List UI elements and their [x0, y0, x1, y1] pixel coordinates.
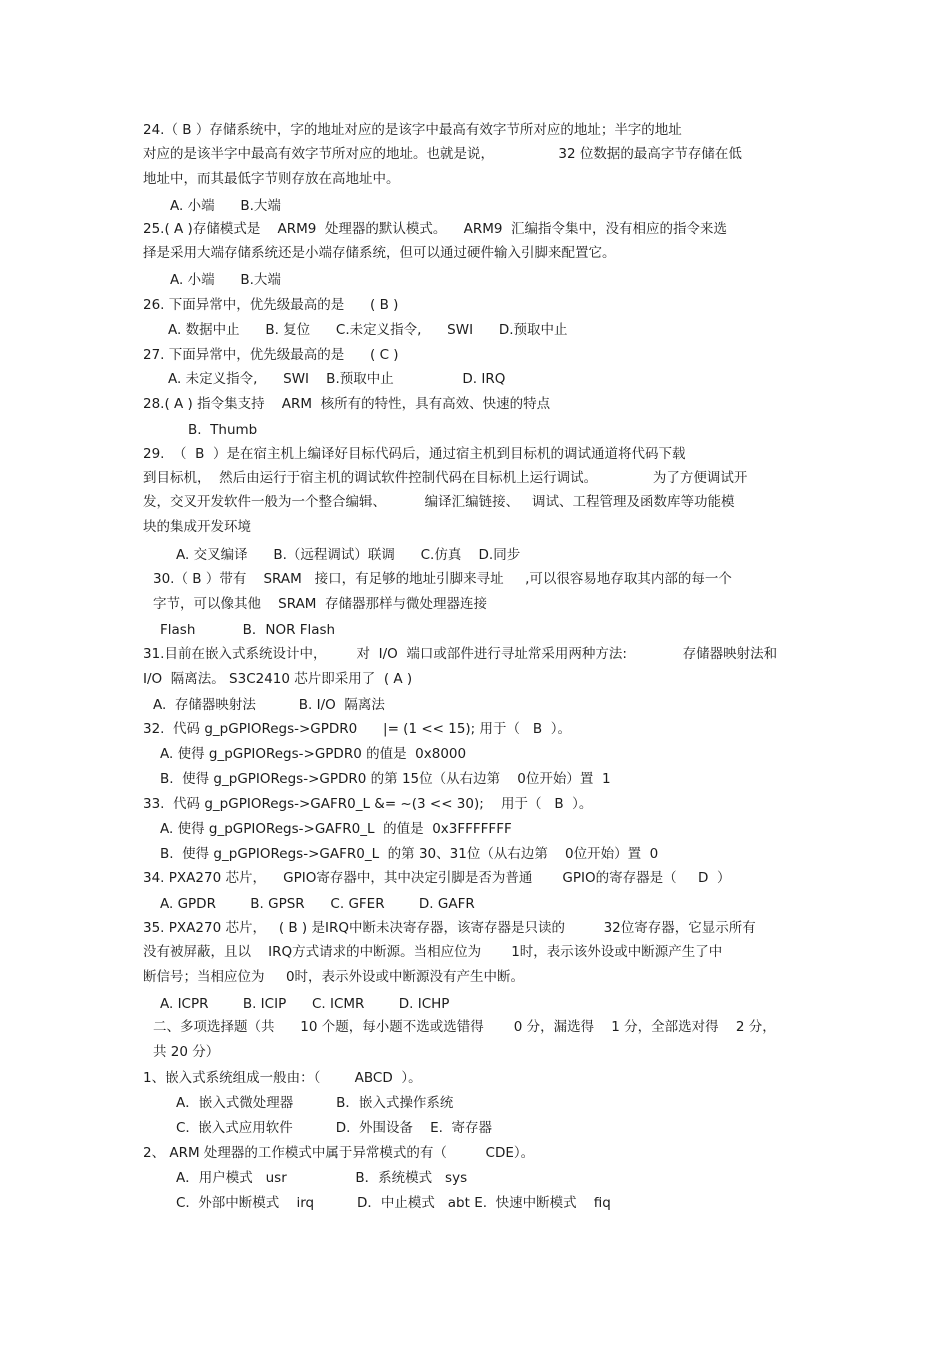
- q35-line-3: 断信号；当相应位为 0时，表示外设或中断源没有产生中断。: [143, 969, 525, 985]
- q27-options: A. 未定义指令, SWI B.预取中止 D. IRQ: [168, 371, 506, 387]
- q29-line-2: 到目标机， 然后由运行于宿主机的调试软件控制代码在目标机上运行调试。 为了方便调试开: [143, 470, 748, 486]
- q29-line-4: 块的集成开发环境: [143, 519, 251, 535]
- section-2-heading: 二、多项选择题（共 10 个题，每小题不选或选错得 0 分，漏选得 1 分，全部选对得 2 分，: [153, 1019, 776, 1035]
- q31-options: A. 存储器映射法 B. I/O 隔离法: [153, 697, 385, 713]
- mq2-options-ab: A．用户模式 usr B．系统模式 sys: [176, 1170, 468, 1186]
- q30-line-2: 字节，可以像其他 SRAM 存储器那样与微处理器连接: [153, 596, 488, 612]
- q24-line-1: 24.（ B ）存储系统中，字的地址对应的是该字中最高有效字节所对应的地址；半字的地址: [143, 122, 682, 138]
- q29-line-3: 发，交叉开发软件一般为一个整合编辑、 编译汇编链接、 调试、工程管理及函数库等功能模: [143, 494, 735, 510]
- q34-question: 34. PXA270 芯片， GPIO寄存器中，其中决定引脚是否为普通 GPIO的寄存器是（ D ）: [143, 870, 731, 886]
- q26-options: A. 数据中止 B. 复位 C.未定义指令, SWI D.预取中止: [168, 322, 568, 338]
- q28-question: 28.( A ) 指令集支持 ARM 核所有的特性，具有高效、快速的特点: [143, 396, 551, 412]
- q35-line-1: 35. PXA270 芯片， ( B ) 是IRQ中断未决寄存器，该寄存器是只读的 32位寄存器，它显示所有: [143, 920, 756, 936]
- q33-question: 33. 代码 g_pGPIORegs->GAFR0_L &= ~(3 << 30); 用于（ B ）。: [143, 796, 593, 812]
- q31-line-2: I/O 隔离法。 S3C2410 芯片即采用了 ( A ): [143, 671, 413, 687]
- section-2-heading-cont: 共 20 分）: [153, 1044, 220, 1060]
- q24-line-3: 地址中，而其最低字节则存放在高地址中。: [143, 171, 400, 187]
- q26-question: 26. 下面异常中，优先级最高的是 ( B ): [143, 297, 399, 313]
- q32-question: 32. 代码 g_pGPIORegs->GPDR0 |= (1 << 15); 用于（ B ）。: [143, 721, 571, 737]
- q35-line-2: 没有被屏蔽，且以 IRQ方式请求的中断源。当相应位为 1时，表示该外设或中断源产生了中: [143, 944, 723, 960]
- q28-option: B. Thumb: [188, 422, 258, 438]
- q25-options: A. 小端 B.大端: [170, 272, 281, 288]
- q33-option-b: B. 使得 g_pGPIORegs->GAFR0_L 的第 30、31位（从右边第 0位开始）置 0: [160, 846, 659, 862]
- q29-line-1: 29. （ B ）是在宿主机上编译好目标代码后，通过宿主机到目标机的调试通道将代码下载: [143, 446, 686, 462]
- q34-options: A. GPDR B. GPSR C. GFER D. GAFR: [160, 896, 475, 912]
- mq1-options-ab: A．嵌入式微处理器 B．嵌入式操作系统: [176, 1095, 454, 1111]
- q32-option-b: B. 使得 g_pGPIORegs->GPDR0 的第 15位（从右边第 0位开始）置 1: [160, 771, 611, 787]
- q27-question: 27. 下面异常中，优先级最高的是 ( C ): [143, 347, 399, 363]
- q30-options: Flash B．NOR Flash: [160, 622, 336, 638]
- mq1-question: 1、嵌入式系统组成一般由：（ ABCD ）。: [143, 1070, 422, 1086]
- mq2-question: 2、 ARM 处理器的工作模式中属于异常模式的有（ CDE）。: [143, 1145, 535, 1161]
- q32-option-a: A. 使得 g_pGPIORegs->GPDR0 的值是 0x8000: [160, 746, 467, 762]
- q33-option-a: A. 使得 g_pGPIORegs->GAFR0_L 的值是 0x3FFFFFFF: [160, 821, 512, 837]
- mq1-options-cde: C. 嵌入式应用软件 D. 外围设备 E. 寄存器: [176, 1120, 493, 1136]
- q24-options: A. 小端 B.大端: [170, 198, 281, 214]
- q25-line-1: 25.( A )存储模式是 ARM9 处理器的默认模式。 ARM9 汇编指令集中，没有相应的指令来选: [143, 221, 728, 237]
- q24-line-2: 对应的是该半字中最高有效字节所对应的地址。也就是说， 32 位数据的最高字节存储在低: [143, 146, 742, 162]
- mq2-options-cde: C. 外部中断模式 irq D．中止模式 abt E. 快速中断模式 fiq: [176, 1195, 611, 1211]
- q30-line-1: 30.（ B ）带有 SRAM 接口，有足够的地址引脚来寻址 ,可以很容易地存取其内部的每一个: [153, 571, 732, 587]
- q25-line-2: 择是采用大端存储系统还是小端存储系统，但可以通过硬件输入引脚来配置它。: [143, 245, 616, 261]
- q35-options: A. ICPR B. ICIP C. ICMR D. ICHP: [160, 996, 450, 1012]
- q29-options: A. 交叉编译 B.（远程调试）联调 C.仿真 D.同步: [176, 547, 521, 563]
- q31-line-1: 31.目前在嵌入式系统设计中， 对 I/O 端口或部件进行寻址常采用两种方法: 存储器映射法和: [143, 646, 778, 662]
